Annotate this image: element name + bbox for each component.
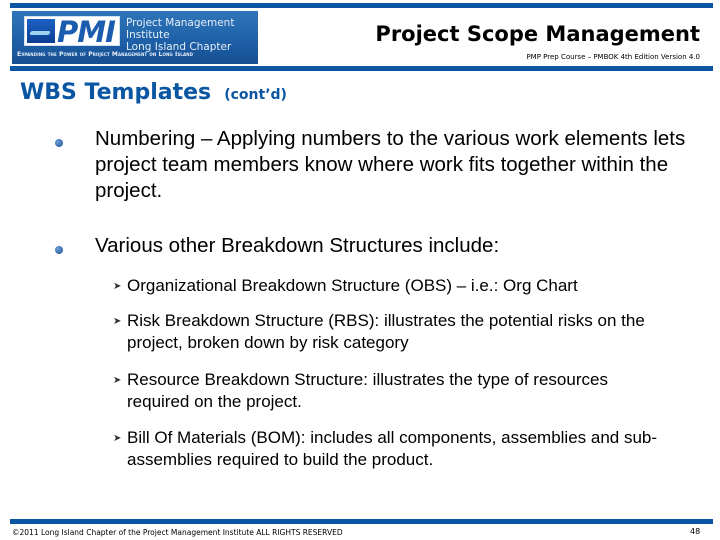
logo-tagline: Expanding the Power of Project Management on Long Island [17, 51, 194, 58]
logo-org-line1: Project Management Institute [126, 17, 235, 41]
arrowhead-bullet-icon: ➤ [113, 433, 122, 444]
logo-org-line2: Long Island Chapter [126, 41, 232, 53]
arrowhead-bullet-icon: ➤ [113, 375, 122, 386]
logo-org-name [126, 17, 258, 53]
deck-title: Project Scope Management [375, 22, 700, 46]
round-bullet-icon [55, 246, 63, 254]
page-number: 48 [690, 527, 701, 536]
header-bottom-rule [10, 66, 713, 71]
slide-title-main: WBS Templates [20, 80, 212, 105]
sub-item-obs: Organizational Breakdown Structure (OBS) – i.e.: Org Chart [127, 276, 578, 295]
footer-rule [10, 519, 713, 524]
bullet-other-structures: Various other Breakdown Structures include: [95, 234, 500, 257]
logo-mark-box [24, 15, 120, 49]
slide-title [20, 80, 287, 105]
sub-item-resource-bs: Resource Breakdown Structure: illustrates the type of resources required on the project. [127, 370, 608, 411]
deck-subtitle: PMP Prep Course – PMBOK 4th Edition Version 4.0 [526, 53, 700, 61]
logo-mark: PMI [57, 15, 115, 49]
arrowhead-bullet-icon: ➤ [113, 316, 122, 327]
slide-title-suffix: (cont’d) [224, 87, 287, 103]
sub-item-rbs: Risk Breakdown Structure (RBS): illustrates the potential risks on the project, broken down by risk category [127, 311, 645, 352]
bullet-numbering: Numbering – Applying numbers to the various work elements lets project team members know where work fits together within the project. [95, 127, 686, 202]
pmi-logo [12, 11, 258, 64]
long-island-map-icon [27, 19, 55, 43]
header-top-rule [10, 3, 713, 8]
arrowhead-bullet-icon: ➤ [113, 281, 122, 292]
round-bullet-icon [55, 139, 63, 147]
sub-item-bom: Bill Of Materials (BOM): includes all components, assemblies and sub-assemblies required to build the product. [127, 428, 658, 469]
copyright: ©2011 Long Island Chapter of the Project Management Institute ALL RIGHTS RESERVED [12, 528, 343, 537]
